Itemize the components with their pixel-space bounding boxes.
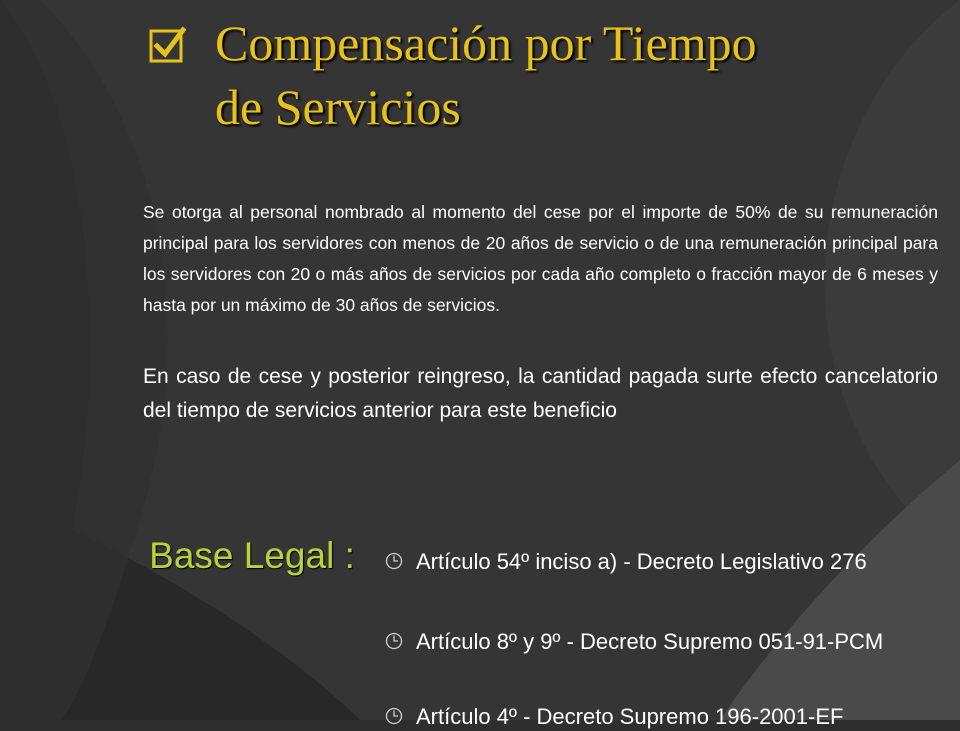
checkbox-checked-icon <box>148 26 186 64</box>
title-line-2: de Servicios <box>215 79 461 135</box>
legal-item-text: Artículo 8º y 9º - Decreto Supremo 051-91-PCM <box>416 629 884 654</box>
legal-item-text: Artículo 54º inciso a) - Decreto Legislativo 276 <box>416 549 867 574</box>
clock-bullet-icon <box>384 551 404 571</box>
description-paragraph: Se otorga al personal nombrado al momento del cese por el importe de 50% de su remuneración principal para los servidores con menos de 20 años de servicio o de una remuneración principal para los servidores con 20 o más años de servicios por cada año completo o fracción mayor de 6 meses y hasta por un máximo de 30 años de servicios. <box>143 202 938 315</box>
legal-item-text: Artículo 4º - Decreto Supremo 196-2001-EF <box>416 704 844 729</box>
title-line-1: Compensación por Tiempo <box>215 15 757 71</box>
reentry-paragraph: En caso de cese y posterior reingreso, la cantidad pagada surte efecto cancelatorio del tiempo de servicios anterior para este beneficio <box>143 365 938 422</box>
clock-bullet-icon <box>384 631 404 651</box>
clock-bullet-icon <box>384 706 404 726</box>
base-legal-heading: Base Legal : <box>149 535 355 576</box>
